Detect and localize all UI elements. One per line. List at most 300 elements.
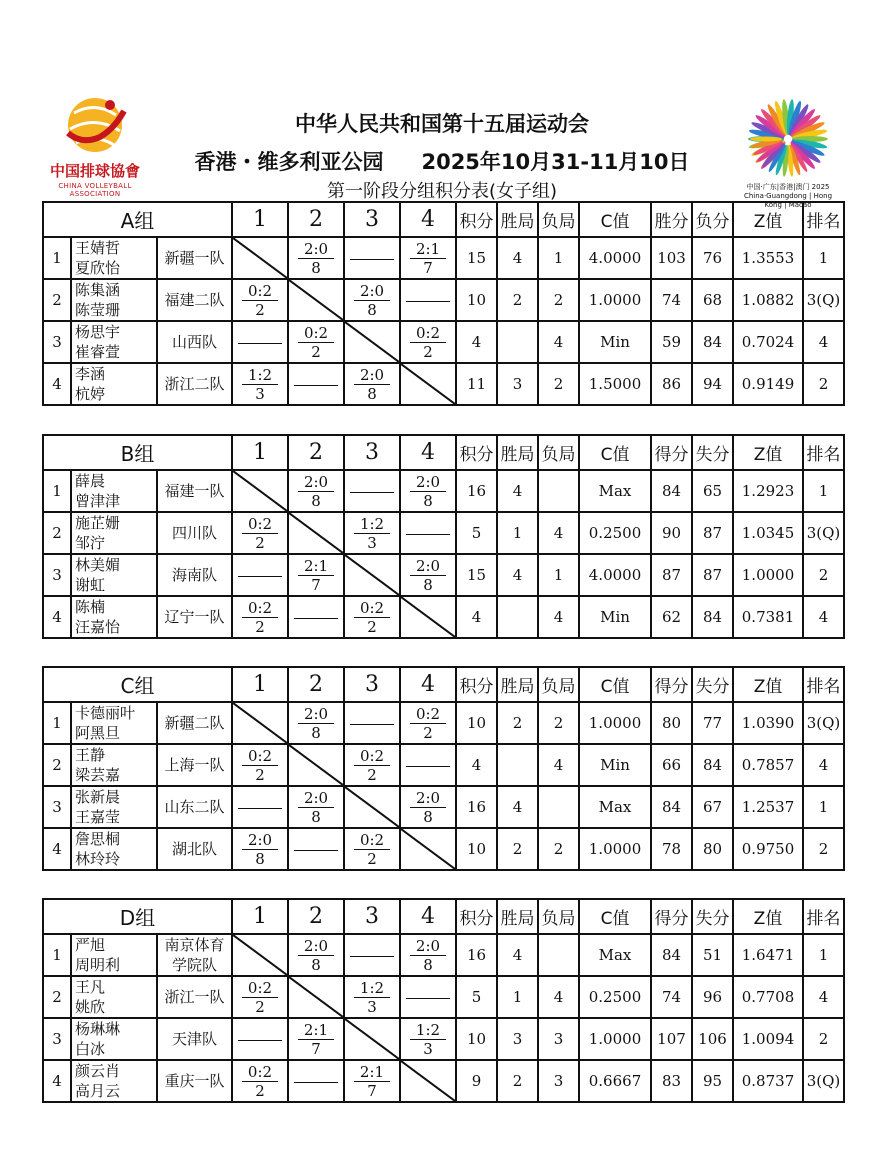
match-points: 2 [255,765,265,784]
dash-line [294,385,338,386]
table-row [43,470,844,512]
self-match-cell [344,786,400,828]
player-names [71,786,157,828]
player-name: 卡德丽叶 [75,704,136,722]
match-points: 8 [367,300,377,319]
team-name-line: 天津队 [171,1030,217,1048]
match-not-played [400,744,456,786]
column-header: 2 [288,202,344,237]
match-not-played [344,934,400,976]
seed-number: 2 [43,976,71,1018]
points-against: 94 [692,363,733,405]
sets-lost: 2 [538,828,579,870]
team-name-line: 南京体育 [164,936,225,954]
group-table-3 [42,666,845,871]
player-names [71,596,157,638]
sets-lost: 2 [538,363,579,405]
seed-number: 4 [43,363,71,405]
z-value: 1.0882 [733,279,803,321]
z-value: 0.8737 [733,1060,803,1102]
sets-won: 2 [497,1060,538,1102]
table-row [43,934,844,976]
set-score: 2:0 [354,367,390,385]
player-names [71,1060,157,1102]
player-names [71,976,157,1018]
rank: 1 [803,934,844,976]
match-result [288,321,344,363]
player-names [71,321,157,363]
group-table-1 [42,201,845,406]
team-name [157,1060,232,1102]
set-score: 1:2 [354,516,390,534]
self-match-cell [288,744,344,786]
points: 16 [456,470,497,512]
player-names [71,470,157,512]
player-name: 陈集涵 [75,281,121,299]
match-result [288,470,344,512]
sets-lost: 2 [538,702,579,744]
column-header: 失分 [692,667,733,702]
player-name: 林玲玲 [75,850,121,868]
group-name: B组 [43,435,232,470]
sets-won: 4 [497,934,538,976]
team-name-line: 海南队 [172,566,218,584]
team-name-line: 浙江二队 [164,375,225,393]
points: 4 [456,744,497,786]
z-value: 1.0345 [733,512,803,554]
set-score: 0:2 [242,748,278,766]
seed-number: 3 [43,1018,71,1060]
match-result [232,828,288,870]
sets-won: 1 [497,976,538,1018]
set-score: 0:2 [410,325,446,343]
player-name: 周明利 [75,956,121,974]
match-not-played [400,279,456,321]
table-row [43,744,844,786]
set-score: 2:0 [242,832,278,850]
player-names [71,744,157,786]
rank: 3(Q) [803,512,844,554]
team-name-line: 学院队 [171,956,217,974]
match-result [344,1060,400,1102]
match-result [232,1060,288,1102]
c-value: 1.0000 [579,702,651,744]
rank: 4 [803,976,844,1018]
self-match-cell [400,363,456,405]
sets-lost: 4 [538,596,579,638]
match-not-played [400,976,456,1018]
z-value: 1.3553 [733,237,803,279]
z-value: 0.9149 [733,363,803,405]
rank: 3(Q) [803,702,844,744]
c-value: Max [579,934,651,976]
dash-line [350,259,394,260]
match-result [232,744,288,786]
rank: 2 [803,1018,844,1060]
match-result [344,363,400,405]
team-name-line: 福建一队 [164,482,225,500]
points-against: 84 [692,321,733,363]
match-not-played [232,786,288,828]
player-name: 杨琳琳 [75,1020,121,1038]
player-name: 汪嘉怡 [75,618,121,636]
match-result [400,321,456,363]
player-name: 王静 [75,746,106,764]
team-name [157,702,232,744]
sets-won: 3 [497,363,538,405]
points: 10 [456,1018,497,1060]
column-header: 4 [400,202,456,237]
match-points: 8 [423,955,433,974]
diagonal-line [233,471,287,511]
match-not-played [344,237,400,279]
team-name [157,596,232,638]
self-match-cell [232,702,288,744]
set-score: 1:2 [354,980,390,998]
sets-lost: 4 [538,512,579,554]
match-not-played [232,554,288,596]
player-names [71,934,157,976]
c-value: 4.0000 [579,554,651,596]
points-for: 86 [651,363,692,405]
games-logo-line2: China·Guangdong | Hong Kong | Macao [743,192,833,209]
column-header: 排名 [803,667,844,702]
player-name: 严旭 [75,936,106,954]
dash-line [406,766,450,767]
match-result [288,786,344,828]
z-value: 1.6471 [733,934,803,976]
diagonal-line [345,555,399,595]
match-not-played [232,1018,288,1060]
diagonal-line [233,238,287,278]
z-value: 1.0390 [733,702,803,744]
match-points: 2 [255,300,265,319]
c-value: 0.2500 [579,512,651,554]
c-value: Min [579,744,651,786]
match-points: 7 [367,1081,377,1100]
points-against: 106 [692,1018,733,1060]
column-header: 1 [232,899,288,934]
set-score: 2:0 [410,938,446,956]
column-header: 排名 [803,202,844,237]
match-points: 8 [311,258,321,277]
player-names [71,237,157,279]
match-not-played [288,828,344,870]
player-name: 王婧哲 [75,239,121,257]
player-name: 邹泞 [75,534,106,552]
points-for: 59 [651,321,692,363]
match-result [288,1018,344,1060]
match-not-played [288,363,344,405]
z-value: 1.0000 [733,554,803,596]
points-against: 67 [692,786,733,828]
match-result [232,512,288,554]
diagonal-line [289,513,343,553]
set-score: 0:2 [242,516,278,534]
sets-lost: 1 [538,237,579,279]
player-name: 颜云肖 [75,1062,121,1080]
player-names [71,512,157,554]
dash-line [350,724,394,725]
match-result [344,976,400,1018]
match-not-played [288,596,344,638]
rank: 2 [803,828,844,870]
column-header: Z值 [733,435,803,470]
dash-line [238,343,282,344]
column-header: 1 [232,202,288,237]
column-header: Z值 [733,667,803,702]
seed-number: 2 [43,279,71,321]
points: 10 [456,702,497,744]
table-row [43,554,844,596]
team-name [157,321,232,363]
column-header: 4 [400,899,456,934]
diagonal-line [233,703,287,743]
set-score: 0:2 [354,600,390,618]
set-score: 0:2 [242,600,278,618]
dash-line [350,492,394,493]
points-against: 76 [692,237,733,279]
column-header: 3 [344,202,400,237]
column-header: 负分 [692,202,733,237]
self-match-cell [232,237,288,279]
group-name: A组 [43,202,232,237]
points-against: 87 [692,554,733,596]
points-for: 84 [651,934,692,976]
team-name [157,279,232,321]
c-value: 0.6667 [579,1060,651,1102]
player-name: 高月云 [75,1082,121,1100]
points-against: 84 [692,596,733,638]
set-score: 2:0 [298,790,334,808]
table-row [43,828,844,870]
sets-won: 2 [497,828,538,870]
column-header: 失分 [692,899,733,934]
self-match-cell [288,512,344,554]
seed-number: 3 [43,554,71,596]
team-name-line: 四川队 [172,524,218,542]
points: 5 [456,512,497,554]
c-value: Max [579,470,651,512]
rank: 1 [803,470,844,512]
team-name [157,786,232,828]
rank: 3(Q) [803,279,844,321]
column-header: Z值 [733,202,803,237]
column-header: 积分 [456,899,497,934]
player-names [71,363,157,405]
z-value: 0.7381 [733,596,803,638]
player-name: 陈楠 [75,598,106,616]
dash-line [406,534,450,535]
column-header: 积分 [456,202,497,237]
sets-won: 3 [497,1018,538,1060]
dash-line [238,808,282,809]
team-name [157,470,232,512]
player-name: 王嘉莹 [75,808,121,826]
page-subtitle: 第一阶段分组积分表(女子组) [326,181,558,202]
team-name-line: 山西队 [172,333,218,351]
seed-number: 4 [43,828,71,870]
z-value: 1.2923 [733,470,803,512]
match-result [400,237,456,279]
set-score: 0:2 [242,980,278,998]
c-value: Min [579,321,651,363]
points-for: 87 [651,554,692,596]
match-points: 2 [255,997,265,1016]
dash-line [238,1040,282,1041]
z-value: 0.9750 [733,828,803,870]
column-header: 2 [288,899,344,934]
group-name: C组 [43,667,232,702]
rank: 1 [803,786,844,828]
match-points: 7 [311,1039,321,1058]
points-against: 68 [692,279,733,321]
team-name [157,1018,232,1060]
player-name: 林美媚 [75,556,121,574]
match-result [344,828,400,870]
table-row [43,279,844,321]
z-value: 1.0094 [733,1018,803,1060]
player-names [71,828,157,870]
points: 16 [456,786,497,828]
points-against: 87 [692,512,733,554]
rank: 2 [803,554,844,596]
team-name [157,512,232,554]
player-name: 李涵 [75,365,106,383]
group-table-4 [42,898,845,1103]
column-header: 胜局 [497,899,538,934]
table-row [43,976,844,1018]
seed-number: 4 [43,596,71,638]
column-header: 胜分 [651,202,692,237]
diagonal-line [233,935,287,975]
match-points: 8 [255,849,265,868]
match-points: 8 [367,384,377,403]
c-value: 1.0000 [579,1018,651,1060]
z-value: 0.7857 [733,744,803,786]
set-score: 2:0 [410,558,446,576]
column-header: 负局 [538,899,579,934]
diagonal-line [289,280,343,320]
points: 4 [456,321,497,363]
cva-logo-subtext: CHINA VOLLEYBALL ASSOCIATION [58,182,132,198]
team-name-line: 新疆二队 [164,714,225,732]
self-match-cell [288,976,344,1018]
set-score: 2:0 [298,706,334,724]
self-match-cell [232,470,288,512]
column-header: C值 [579,667,651,702]
diagonal-line [401,829,455,869]
column-header: 3 [344,667,400,702]
sets-lost [538,786,579,828]
match-points: 2 [367,849,377,868]
match-result [400,934,456,976]
team-name-line: 湖北队 [172,840,218,858]
match-points: 8 [311,723,321,742]
match-points: 2 [255,617,265,636]
diagonal-line [345,322,399,362]
player-name: 夏欣怡 [75,259,121,277]
player-name: 杭婷 [75,385,106,403]
set-score: 2:0 [298,938,334,956]
group-name: D组 [43,899,232,934]
match-points: 2 [367,765,377,784]
seed-number: 4 [43,1060,71,1102]
team-name-line: 重庆一队 [164,1072,225,1090]
sets-won [497,321,538,363]
match-not-played [344,702,400,744]
points-against: 84 [692,744,733,786]
set-score: 1:2 [410,1022,446,1040]
table-row [43,321,844,363]
column-header: 得分 [651,667,692,702]
set-score: 2:1 [298,1022,334,1040]
sets-won [497,744,538,786]
z-value: 0.7024 [733,321,803,363]
points-for: 80 [651,702,692,744]
dash-line [238,576,282,577]
team-name [157,976,232,1018]
match-result [400,470,456,512]
rank: 4 [803,744,844,786]
event-dates: 2025年10月31-11月10日 [421,150,690,174]
match-points: 2 [423,342,433,361]
match-points: 2 [367,617,377,636]
points-for: 103 [651,237,692,279]
match-not-played [400,512,456,554]
set-score: 0:2 [354,748,390,766]
player-names [71,279,157,321]
points-against: 96 [692,976,733,1018]
column-header: 排名 [803,899,844,934]
points: 4 [456,596,497,638]
sets-lost: 4 [538,976,579,1018]
c-value: Min [579,596,651,638]
player-name: 杨思宇 [75,323,121,341]
table-row [43,1060,844,1102]
points-against: 95 [692,1060,733,1102]
match-points: 2 [255,533,265,552]
diagonal-line [289,745,343,785]
match-result [288,237,344,279]
match-result [288,702,344,744]
dash-line [350,956,394,957]
player-name: 詹思桐 [75,830,121,848]
self-match-cell [344,1018,400,1060]
column-header: 积分 [456,667,497,702]
dash-line [294,618,338,619]
venue-date-line [0,146,884,176]
seed-number: 1 [43,237,71,279]
c-value: Max [579,786,651,828]
team-name-line: 新疆一队 [164,249,225,267]
table-row [43,512,844,554]
set-score: 2:0 [354,283,390,301]
team-name-line: 福建二队 [164,291,225,309]
sets-won: 2 [497,279,538,321]
seed-number: 2 [43,744,71,786]
table-row [43,237,844,279]
team-name [157,828,232,870]
games-logo-line1: 中国·广东|香港|澳门 2025 [746,183,830,191]
points-for: 62 [651,596,692,638]
column-header: C值 [579,899,651,934]
sets-lost: 3 [538,1060,579,1102]
points-for: 84 [651,786,692,828]
match-result [344,596,400,638]
set-score: 2:0 [410,790,446,808]
set-score: 0:2 [242,1064,278,1082]
